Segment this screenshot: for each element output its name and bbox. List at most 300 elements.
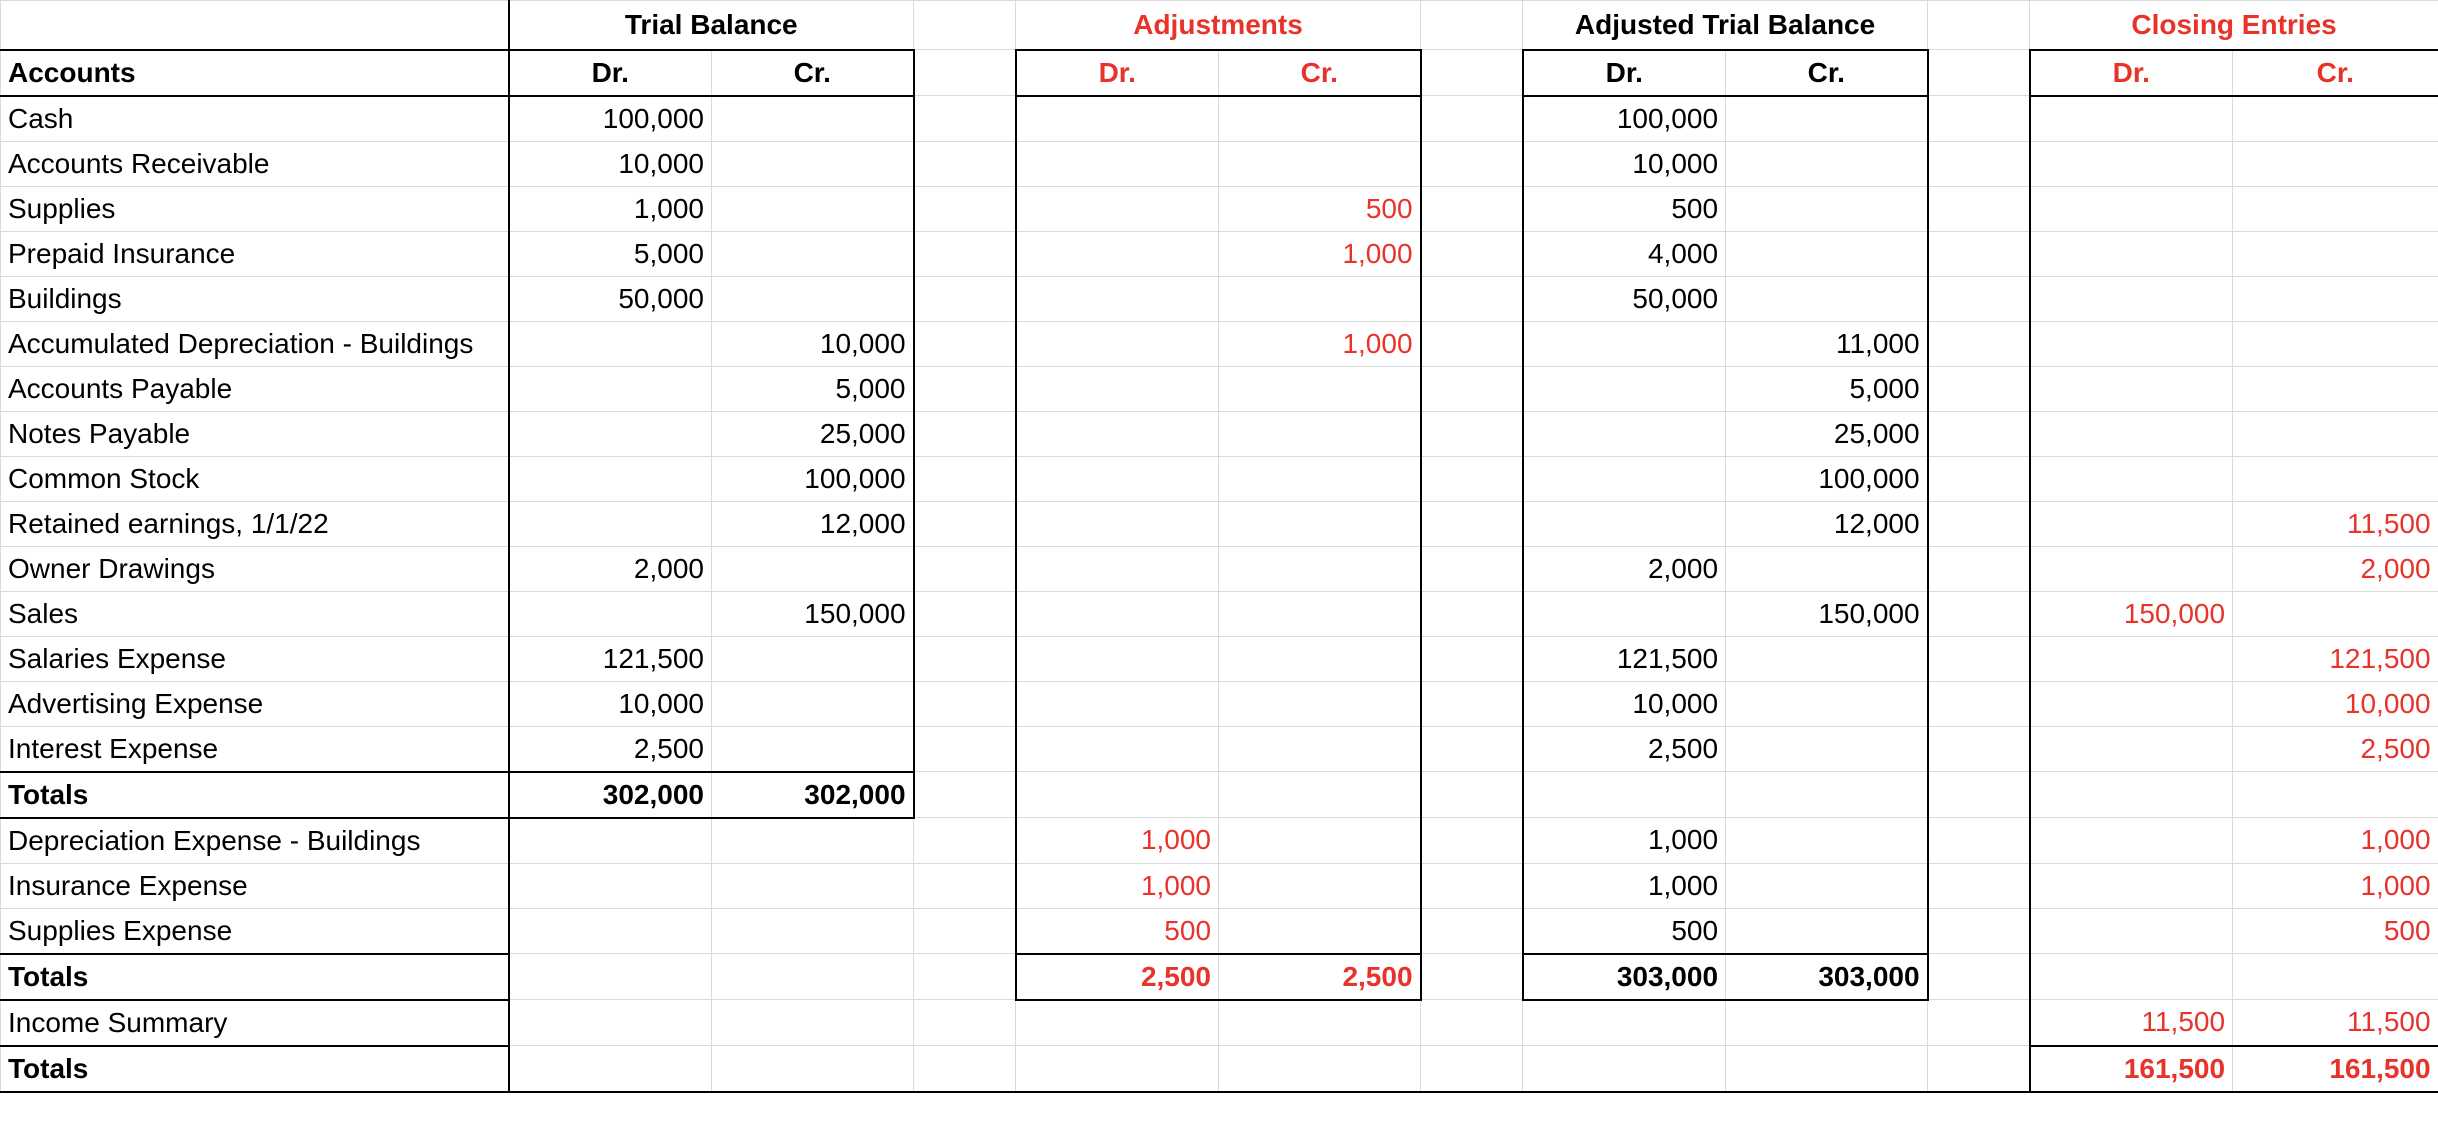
tb-dr-cell[interactable] — [509, 591, 712, 636]
spacer-cell[interactable] — [1421, 908, 1523, 954]
ce-cr-header[interactable]: Cr. — [2233, 50, 2438, 96]
tb-dr-cell[interactable] — [509, 863, 712, 908]
tb-cr-cell[interactable]: 10,000 — [712, 321, 914, 366]
spacer-cell[interactable] — [914, 772, 1016, 818]
tb-cr-cell[interactable]: 25,000 — [712, 411, 914, 456]
tb-dr-header[interactable]: Dr. — [509, 50, 712, 96]
account-cell[interactable]: Depreciation Expense - Buildings — [1, 818, 509, 864]
adj-dr-cell[interactable]: 1,000 — [1016, 818, 1219, 864]
tb-cr-cell[interactable] — [712, 726, 914, 772]
ce-dr-cell[interactable] — [2030, 501, 2233, 546]
atb-cr-cell[interactable] — [1726, 818, 1928, 864]
atb-dr-cell[interactable] — [1523, 411, 1726, 456]
account-cell[interactable]: Cash — [1, 96, 509, 142]
ce-dr-cell[interactable] — [2030, 863, 2233, 908]
section-header-row — [1, 1, 2438, 50]
adj-cr-cell[interactable]: 1,000 — [1219, 321, 1421, 366]
atb-cr-cell[interactable] — [1726, 863, 1928, 908]
tb-dr-cell[interactable] — [509, 1000, 712, 1046]
spacer-cell[interactable] — [1928, 1000, 2030, 1046]
tb-dr-cell[interactable] — [509, 1046, 712, 1092]
spacer-cell[interactable] — [1928, 231, 2030, 276]
atb-cr-cell[interactable] — [1726, 681, 1928, 726]
spacer-cell[interactable] — [1421, 818, 1523, 864]
adj-cr-cell[interactable] — [1219, 276, 1421, 321]
account-row — [1, 591, 2438, 636]
spacer-cell[interactable] — [914, 954, 1016, 1000]
spacer-cell[interactable] — [1421, 321, 1523, 366]
spacer-cell[interactable] — [1928, 276, 2030, 321]
spacer-cell[interactable] — [914, 1, 1016, 50]
spacer-cell[interactable] — [1421, 276, 1523, 321]
ce-dr-cell[interactable]: 11,500 — [2030, 1000, 2233, 1046]
adj-dr-cell[interactable] — [1016, 456, 1219, 501]
ce-cr-cell[interactable]: 11,500 — [2233, 501, 2438, 546]
account-row — [1, 1000, 2438, 1046]
spacer-cell[interactable] — [914, 321, 1016, 366]
spacer-cell[interactable] — [1928, 456, 2030, 501]
tb-dr-cell[interactable]: 1,000 — [509, 186, 712, 231]
spacer-cell[interactable] — [1421, 186, 1523, 231]
ce-cr-cell[interactable]: 11,500 — [2233, 1000, 2438, 1046]
tb-cr-cell[interactable] — [712, 908, 914, 954]
adj-dr-cell[interactable]: 500 — [1016, 908, 1219, 954]
account-cell[interactable]: Retained earnings, 1/1/22 — [1, 501, 509, 546]
account-cell[interactable]: Salaries Expense — [1, 636, 509, 681]
ce-cr-cell[interactable] — [2233, 276, 2438, 321]
spacer-cell[interactable] — [1421, 863, 1523, 908]
tb-cr-cell[interactable] — [712, 863, 914, 908]
atb-dr-cell[interactable] — [1523, 591, 1726, 636]
account-cell[interactable]: Accounts Receivable — [1, 141, 509, 186]
atb-cr-cell[interactable]: 100,000 — [1726, 456, 1928, 501]
adj-cr-cell[interactable]: 1,000 — [1219, 231, 1421, 276]
atb-dr-cell[interactable] — [1523, 501, 1726, 546]
ce-cr-cell[interactable]: 161,500 — [2233, 1046, 2438, 1092]
atb-dr-cell[interactable] — [1523, 321, 1726, 366]
adj-cr-cell[interactable] — [1219, 681, 1421, 726]
account-row — [1, 411, 2438, 456]
atb-dr-cell[interactable] — [1523, 1000, 1726, 1046]
spacer-cell[interactable] — [1421, 681, 1523, 726]
atb-dr-cell[interactable]: 303,000 — [1523, 954, 1726, 1000]
totals-row — [1, 772, 2438, 818]
adj-cr-cell[interactable] — [1219, 456, 1421, 501]
adj-cr-cell[interactable] — [1219, 411, 1421, 456]
spacer-cell[interactable] — [1928, 366, 2030, 411]
ce-dr-cell[interactable] — [2030, 141, 2233, 186]
tb-dr-cell[interactable] — [509, 366, 712, 411]
tb-cr-cell[interactable] — [712, 954, 914, 1000]
adj-dr-cell[interactable] — [1016, 546, 1219, 591]
tb-cr-cell[interactable]: 5,000 — [712, 366, 914, 411]
adj-cr-cell[interactable] — [1219, 772, 1421, 818]
adj-cr-cell[interactable] — [1219, 141, 1421, 186]
spacer-cell[interactable] — [1928, 863, 2030, 908]
tb-dr-cell[interactable]: 100,000 — [509, 96, 712, 142]
spacer-cell[interactable] — [1928, 636, 2030, 681]
atb-cr-cell[interactable] — [1726, 276, 1928, 321]
adj-cr-cell[interactable] — [1219, 501, 1421, 546]
adj-dr-cell[interactable] — [1016, 636, 1219, 681]
ce-dr-cell[interactable] — [2030, 186, 2233, 231]
ce-dr-cell[interactable] — [2030, 231, 2233, 276]
spacer-cell[interactable] — [914, 1000, 1016, 1046]
account-cell[interactable]: Interest Expense — [1, 726, 509, 772]
tb-dr-cell[interactable] — [509, 501, 712, 546]
account-cell[interactable]: Sales — [1, 591, 509, 636]
spacer-cell[interactable] — [1928, 726, 2030, 772]
ce-dr-cell[interactable] — [2030, 818, 2233, 864]
atb-cr-cell[interactable] — [1726, 186, 1928, 231]
account-cell[interactable]: Totals — [1, 954, 509, 1000]
atb-cr-cell[interactable]: 150,000 — [1726, 591, 1928, 636]
ce-cr-cell[interactable]: 2,000 — [2233, 546, 2438, 591]
atb-dr-cell[interactable] — [1523, 366, 1726, 411]
account-cell[interactable]: Income Summary — [1, 1000, 509, 1046]
tb-dr-cell[interactable] — [509, 321, 712, 366]
tb-dr-cell[interactable]: 2,500 — [509, 726, 712, 772]
account-cell[interactable]: Supplies — [1, 186, 509, 231]
atb-dr-cell[interactable]: 500 — [1523, 908, 1726, 954]
atb-dr-cell[interactable] — [1523, 772, 1726, 818]
ce-cr-cell[interactable]: 10,000 — [2233, 681, 2438, 726]
atb-dr-cell[interactable]: 2,000 — [1523, 546, 1726, 591]
account-row — [1, 681, 2438, 726]
ce-dr-cell[interactable] — [2030, 636, 2233, 681]
spacer-cell[interactable] — [914, 501, 1016, 546]
tb-dr-cell[interactable]: 121,500 — [509, 636, 712, 681]
account-row — [1, 231, 2438, 276]
ce-dr-cell[interactable] — [2030, 908, 2233, 954]
atb-cr-cell[interactable] — [1726, 772, 1928, 818]
account-cell[interactable]: Owner Drawings — [1, 546, 509, 591]
tb-dr-cell[interactable] — [509, 456, 712, 501]
tb-cr-cell[interactable] — [712, 818, 914, 864]
spacer-cell[interactable] — [1421, 1046, 1523, 1092]
tb-dr-cell[interactable]: 2,000 — [509, 546, 712, 591]
ce-cr-cell[interactable] — [2233, 141, 2438, 186]
ce-cr-cell[interactable] — [2233, 96, 2438, 142]
ce-dr-header[interactable]: Dr. — [2030, 50, 2233, 96]
account-cell[interactable]: Accumulated Depreciation - Buildings — [1, 321, 509, 366]
adj-cr-cell[interactable] — [1219, 1046, 1421, 1092]
adj-dr-cell[interactable] — [1016, 591, 1219, 636]
tb-cr-cell[interactable] — [712, 231, 914, 276]
adj-dr-cell[interactable] — [1016, 772, 1219, 818]
ce-dr-cell[interactable] — [2030, 546, 2233, 591]
spacer-cell[interactable] — [914, 96, 1016, 142]
tb-cr-cell[interactable] — [712, 1046, 914, 1092]
account-cell[interactable]: Common Stock — [1, 456, 509, 501]
ce-dr-cell[interactable] — [2030, 276, 2233, 321]
atb-dr-cell[interactable]: 1,000 — [1523, 863, 1726, 908]
spacer-cell[interactable] — [1928, 1046, 2030, 1092]
atb-cr-cell[interactable] — [1726, 546, 1928, 591]
spacer-cell[interactable] — [1421, 366, 1523, 411]
atb-cr-cell[interactable] — [1726, 1000, 1928, 1046]
atb-cr-cell[interactable]: 5,000 — [1726, 366, 1928, 411]
spacer-cell[interactable] — [1421, 141, 1523, 186]
spacer-cell[interactable] — [1421, 546, 1523, 591]
ce-cr-cell[interactable] — [2233, 456, 2438, 501]
tb-cr-cell[interactable] — [712, 681, 914, 726]
ce-cr-cell[interactable] — [2233, 772, 2438, 818]
atb-dr-cell[interactable]: 50,000 — [1523, 276, 1726, 321]
tb-cr-cell[interactable] — [712, 186, 914, 231]
ce-cr-cell[interactable]: 2,500 — [2233, 726, 2438, 772]
spacer-cell[interactable] — [914, 681, 1016, 726]
spacer-cell[interactable] — [1421, 636, 1523, 681]
ce-cr-cell[interactable] — [2233, 591, 2438, 636]
tb-dr-cell[interactable]: 50,000 — [509, 276, 712, 321]
worksheet-body — [1, 1, 2438, 1092]
atb-cr-cell[interactable]: 12,000 — [1726, 501, 1928, 546]
spacer-cell[interactable] — [1928, 591, 2030, 636]
adj-cr-cell[interactable] — [1219, 908, 1421, 954]
ce-dr-cell[interactable] — [2030, 411, 2233, 456]
spacer-cell[interactable] — [1421, 501, 1523, 546]
ce-dr-cell[interactable] — [2030, 366, 2233, 411]
tb-cr-cell[interactable] — [712, 96, 914, 142]
adj-dr-cell[interactable] — [1016, 231, 1219, 276]
adj-dr-cell[interactable] — [1016, 321, 1219, 366]
spacer-cell[interactable] — [1928, 501, 2030, 546]
trial-balance-title[interactable]: Trial Balance — [509, 1, 914, 50]
account-cell[interactable]: Advertising Expense — [1, 681, 509, 726]
atb-cr-cell[interactable]: 25,000 — [1726, 411, 1928, 456]
adj-cr-cell[interactable] — [1219, 863, 1421, 908]
spacer-cell[interactable] — [1928, 96, 2030, 142]
adj-dr-cell[interactable] — [1016, 681, 1219, 726]
adj-cr-cell[interactable]: 500 — [1219, 186, 1421, 231]
ce-dr-cell[interactable] — [2030, 96, 2233, 142]
adj-cr-cell[interactable] — [1219, 96, 1421, 142]
adj-dr-cell[interactable] — [1016, 96, 1219, 142]
tb-cr-cell[interactable]: 100,000 — [712, 456, 914, 501]
spacer-cell[interactable] — [1928, 411, 2030, 456]
adj-cr-cell[interactable] — [1219, 1000, 1421, 1046]
atb-dr-cell[interactable]: 121,500 — [1523, 636, 1726, 681]
spacer-cell[interactable] — [1928, 908, 2030, 954]
spacer-cell[interactable] — [1421, 1, 1523, 50]
ce-cr-cell[interactable] — [2233, 954, 2438, 1000]
adj-dr-header[interactable]: Dr. — [1016, 50, 1219, 96]
ce-cr-cell[interactable] — [2233, 186, 2438, 231]
spacer-cell[interactable] — [914, 726, 1016, 772]
atb-dr-cell[interactable]: 100,000 — [1523, 96, 1726, 142]
atb-cr-cell[interactable]: 11,000 — [1726, 321, 1928, 366]
account-cell[interactable]: Supplies Expense — [1, 908, 509, 954]
spacer-cell[interactable] — [1928, 321, 2030, 366]
spacer-cell[interactable] — [1928, 50, 2030, 96]
atb-dr-cell[interactable]: 1,000 — [1523, 818, 1726, 864]
adj-dr-cell[interactable] — [1016, 141, 1219, 186]
ce-dr-cell[interactable] — [2030, 321, 2233, 366]
ce-dr-cell[interactable] — [2030, 772, 2233, 818]
ce-cr-cell[interactable] — [2233, 231, 2438, 276]
atb-dr-cell[interactable]: 10,000 — [1523, 141, 1726, 186]
adj-dr-cell[interactable] — [1016, 726, 1219, 772]
spacer-cell[interactable] — [914, 908, 1016, 954]
adj-cr-cell[interactable] — [1219, 591, 1421, 636]
spacer-cell[interactable] — [1421, 591, 1523, 636]
tb-dr-cell[interactable] — [509, 818, 712, 864]
ce-dr-cell[interactable] — [2030, 726, 2233, 772]
atb-cr-cell[interactable] — [1726, 96, 1928, 142]
spacer-cell[interactable] — [1421, 456, 1523, 501]
atb-dr-cell[interactable]: 500 — [1523, 186, 1726, 231]
account-row — [1, 141, 2438, 186]
account-row — [1, 186, 2438, 231]
spacer-cell[interactable] — [914, 366, 1016, 411]
ce-cr-cell[interactable] — [2233, 321, 2438, 366]
adj-cr-cell[interactable] — [1219, 636, 1421, 681]
ce-cr-cell[interactable] — [2233, 411, 2438, 456]
spacer-cell[interactable] — [1928, 772, 2030, 818]
atb-cr-cell[interactable] — [1726, 726, 1928, 772]
ce-cr-cell[interactable]: 121,500 — [2233, 636, 2438, 681]
account-row — [1, 726, 2438, 772]
spacer-cell[interactable] — [914, 141, 1016, 186]
adj-cr-cell[interactable] — [1219, 366, 1421, 411]
spacer-cell[interactable] — [1421, 231, 1523, 276]
spacer-cell[interactable] — [1421, 726, 1523, 772]
accounts-header[interactable]: Accounts — [1, 50, 509, 96]
atb-dr-cell[interactable]: 4,000 — [1523, 231, 1726, 276]
atb-cr-cell[interactable] — [1726, 636, 1928, 681]
tb-cr-cell[interactable] — [712, 1000, 914, 1046]
spacer-cell[interactable] — [914, 591, 1016, 636]
atb-dr-cell[interactable] — [1523, 456, 1726, 501]
account-cell[interactable]: Notes Payable — [1, 411, 509, 456]
tb-dr-cell[interactable]: 10,000 — [509, 141, 712, 186]
spacer-cell[interactable] — [1421, 50, 1523, 96]
ce-cr-cell[interactable]: 1,000 — [2233, 863, 2438, 908]
atb-cr-cell[interactable]: 303,000 — [1726, 954, 1928, 1000]
account-row — [1, 456, 2438, 501]
spacer-cell[interactable] — [1928, 818, 2030, 864]
account-cell[interactable]: Totals — [1, 772, 509, 818]
spacer-cell[interactable] — [914, 276, 1016, 321]
account-cell[interactable]: Insurance Expense — [1, 863, 509, 908]
account-cell[interactable]: Buildings — [1, 276, 509, 321]
account-row — [1, 908, 2438, 954]
ce-dr-cell[interactable] — [2030, 456, 2233, 501]
account-cell[interactable]: Prepaid Insurance — [1, 231, 509, 276]
account-cell[interactable]: Totals — [1, 1046, 509, 1092]
spacer-cell[interactable] — [914, 546, 1016, 591]
tb-cr-cell[interactable] — [712, 276, 914, 321]
spacer-cell[interactable] — [914, 1046, 1016, 1092]
atb-cr-cell[interactable] — [1726, 908, 1928, 954]
account-cell[interactable]: Accounts Payable — [1, 366, 509, 411]
tb-dr-cell[interactable] — [509, 411, 712, 456]
spacer-cell[interactable] — [1421, 954, 1523, 1000]
spacer-cell[interactable] — [1421, 1000, 1523, 1046]
tb-dr-cell[interactable]: 10,000 — [509, 681, 712, 726]
ce-cr-cell[interactable]: 1,000 — [2233, 818, 2438, 864]
spacer-cell[interactable] — [914, 411, 1016, 456]
tb-dr-cell[interactable]: 302,000 — [509, 772, 712, 818]
spacer-cell[interactable] — [1421, 772, 1523, 818]
tb-cr-cell[interactable] — [712, 546, 914, 591]
atb-cr-cell[interactable] — [1726, 1046, 1928, 1092]
spacer-cell[interactable] — [914, 50, 1016, 96]
atb-dr-header[interactable]: Dr. — [1523, 50, 1726, 96]
spacer-cell[interactable] — [1928, 186, 2030, 231]
adj-dr-cell[interactable] — [1016, 411, 1219, 456]
adj-dr-cell[interactable] — [1016, 366, 1219, 411]
adj-cr-cell[interactable] — [1219, 726, 1421, 772]
closing-entries-title[interactable]: Closing Entries — [2030, 1, 2438, 50]
spacer-cell[interactable] — [1928, 1, 2030, 50]
adj-dr-cell[interactable] — [1016, 186, 1219, 231]
ce-dr-cell[interactable] — [2030, 681, 2233, 726]
totals-row — [1, 1046, 2438, 1092]
tb-cr-cell[interactable]: 302,000 — [712, 772, 914, 818]
adj-dr-cell[interactable]: 2,500 — [1016, 954, 1219, 1000]
atb-dr-cell[interactable] — [1523, 1046, 1726, 1092]
atb-dr-cell[interactable]: 2,500 — [1523, 726, 1726, 772]
ce-dr-cell[interactable]: 161,500 — [2030, 1046, 2233, 1092]
corner-cell[interactable] — [1, 1, 509, 50]
tb-cr-cell[interactable]: 12,000 — [712, 501, 914, 546]
adj-cr-header[interactable]: Cr. — [1219, 50, 1421, 96]
tb-cr-cell[interactable]: 150,000 — [712, 591, 914, 636]
adj-dr-cell[interactable] — [1016, 276, 1219, 321]
adj-cr-cell[interactable] — [1219, 818, 1421, 864]
tb-cr-cell[interactable] — [712, 141, 914, 186]
spacer-cell[interactable] — [1928, 954, 2030, 1000]
tb-dr-cell[interactable] — [509, 954, 712, 1000]
ce-dr-cell[interactable]: 150,000 — [2030, 591, 2233, 636]
tb-cr-cell[interactable] — [712, 636, 914, 681]
adj-dr-cell[interactable] — [1016, 1000, 1219, 1046]
adjusted-trial-balance-title[interactable]: Adjusted Trial Balance — [1523, 1, 1928, 50]
spacer-cell[interactable] — [1928, 546, 2030, 591]
spacer-cell[interactable] — [914, 231, 1016, 276]
atb-cr-cell[interactable] — [1726, 231, 1928, 276]
atb-dr-cell[interactable]: 10,000 — [1523, 681, 1726, 726]
tb-cr-header[interactable]: Cr. — [712, 50, 914, 96]
spacer-cell[interactable] — [1421, 96, 1523, 142]
atb-cr-cell[interactable] — [1726, 141, 1928, 186]
adj-dr-cell[interactable] — [1016, 501, 1219, 546]
atb-cr-header[interactable]: Cr. — [1726, 50, 1928, 96]
spacer-cell[interactable] — [914, 636, 1016, 681]
spacer-cell[interactable] — [914, 186, 1016, 231]
spacer-cell[interactable] — [914, 818, 1016, 864]
adj-dr-cell[interactable]: 1,000 — [1016, 863, 1219, 908]
spacer-cell[interactable] — [1928, 681, 2030, 726]
tb-dr-cell[interactable]: 5,000 — [509, 231, 712, 276]
spacer-cell[interactable] — [1928, 141, 2030, 186]
adj-cr-cell[interactable]: 2,500 — [1219, 954, 1421, 1000]
ce-dr-cell[interactable] — [2030, 954, 2233, 1000]
adj-dr-cell[interactable] — [1016, 1046, 1219, 1092]
adjustments-title[interactable]: Adjustments — [1016, 1, 1421, 50]
spacer-cell[interactable] — [1421, 411, 1523, 456]
ce-cr-cell[interactable] — [2233, 366, 2438, 411]
ce-cr-cell[interactable]: 500 — [2233, 908, 2438, 954]
spacer-cell[interactable] — [914, 456, 1016, 501]
spacer-cell[interactable] — [914, 863, 1016, 908]
adj-cr-cell[interactable] — [1219, 546, 1421, 591]
account-row — [1, 501, 2438, 546]
tb-dr-cell[interactable] — [509, 908, 712, 954]
account-row — [1, 96, 2438, 142]
